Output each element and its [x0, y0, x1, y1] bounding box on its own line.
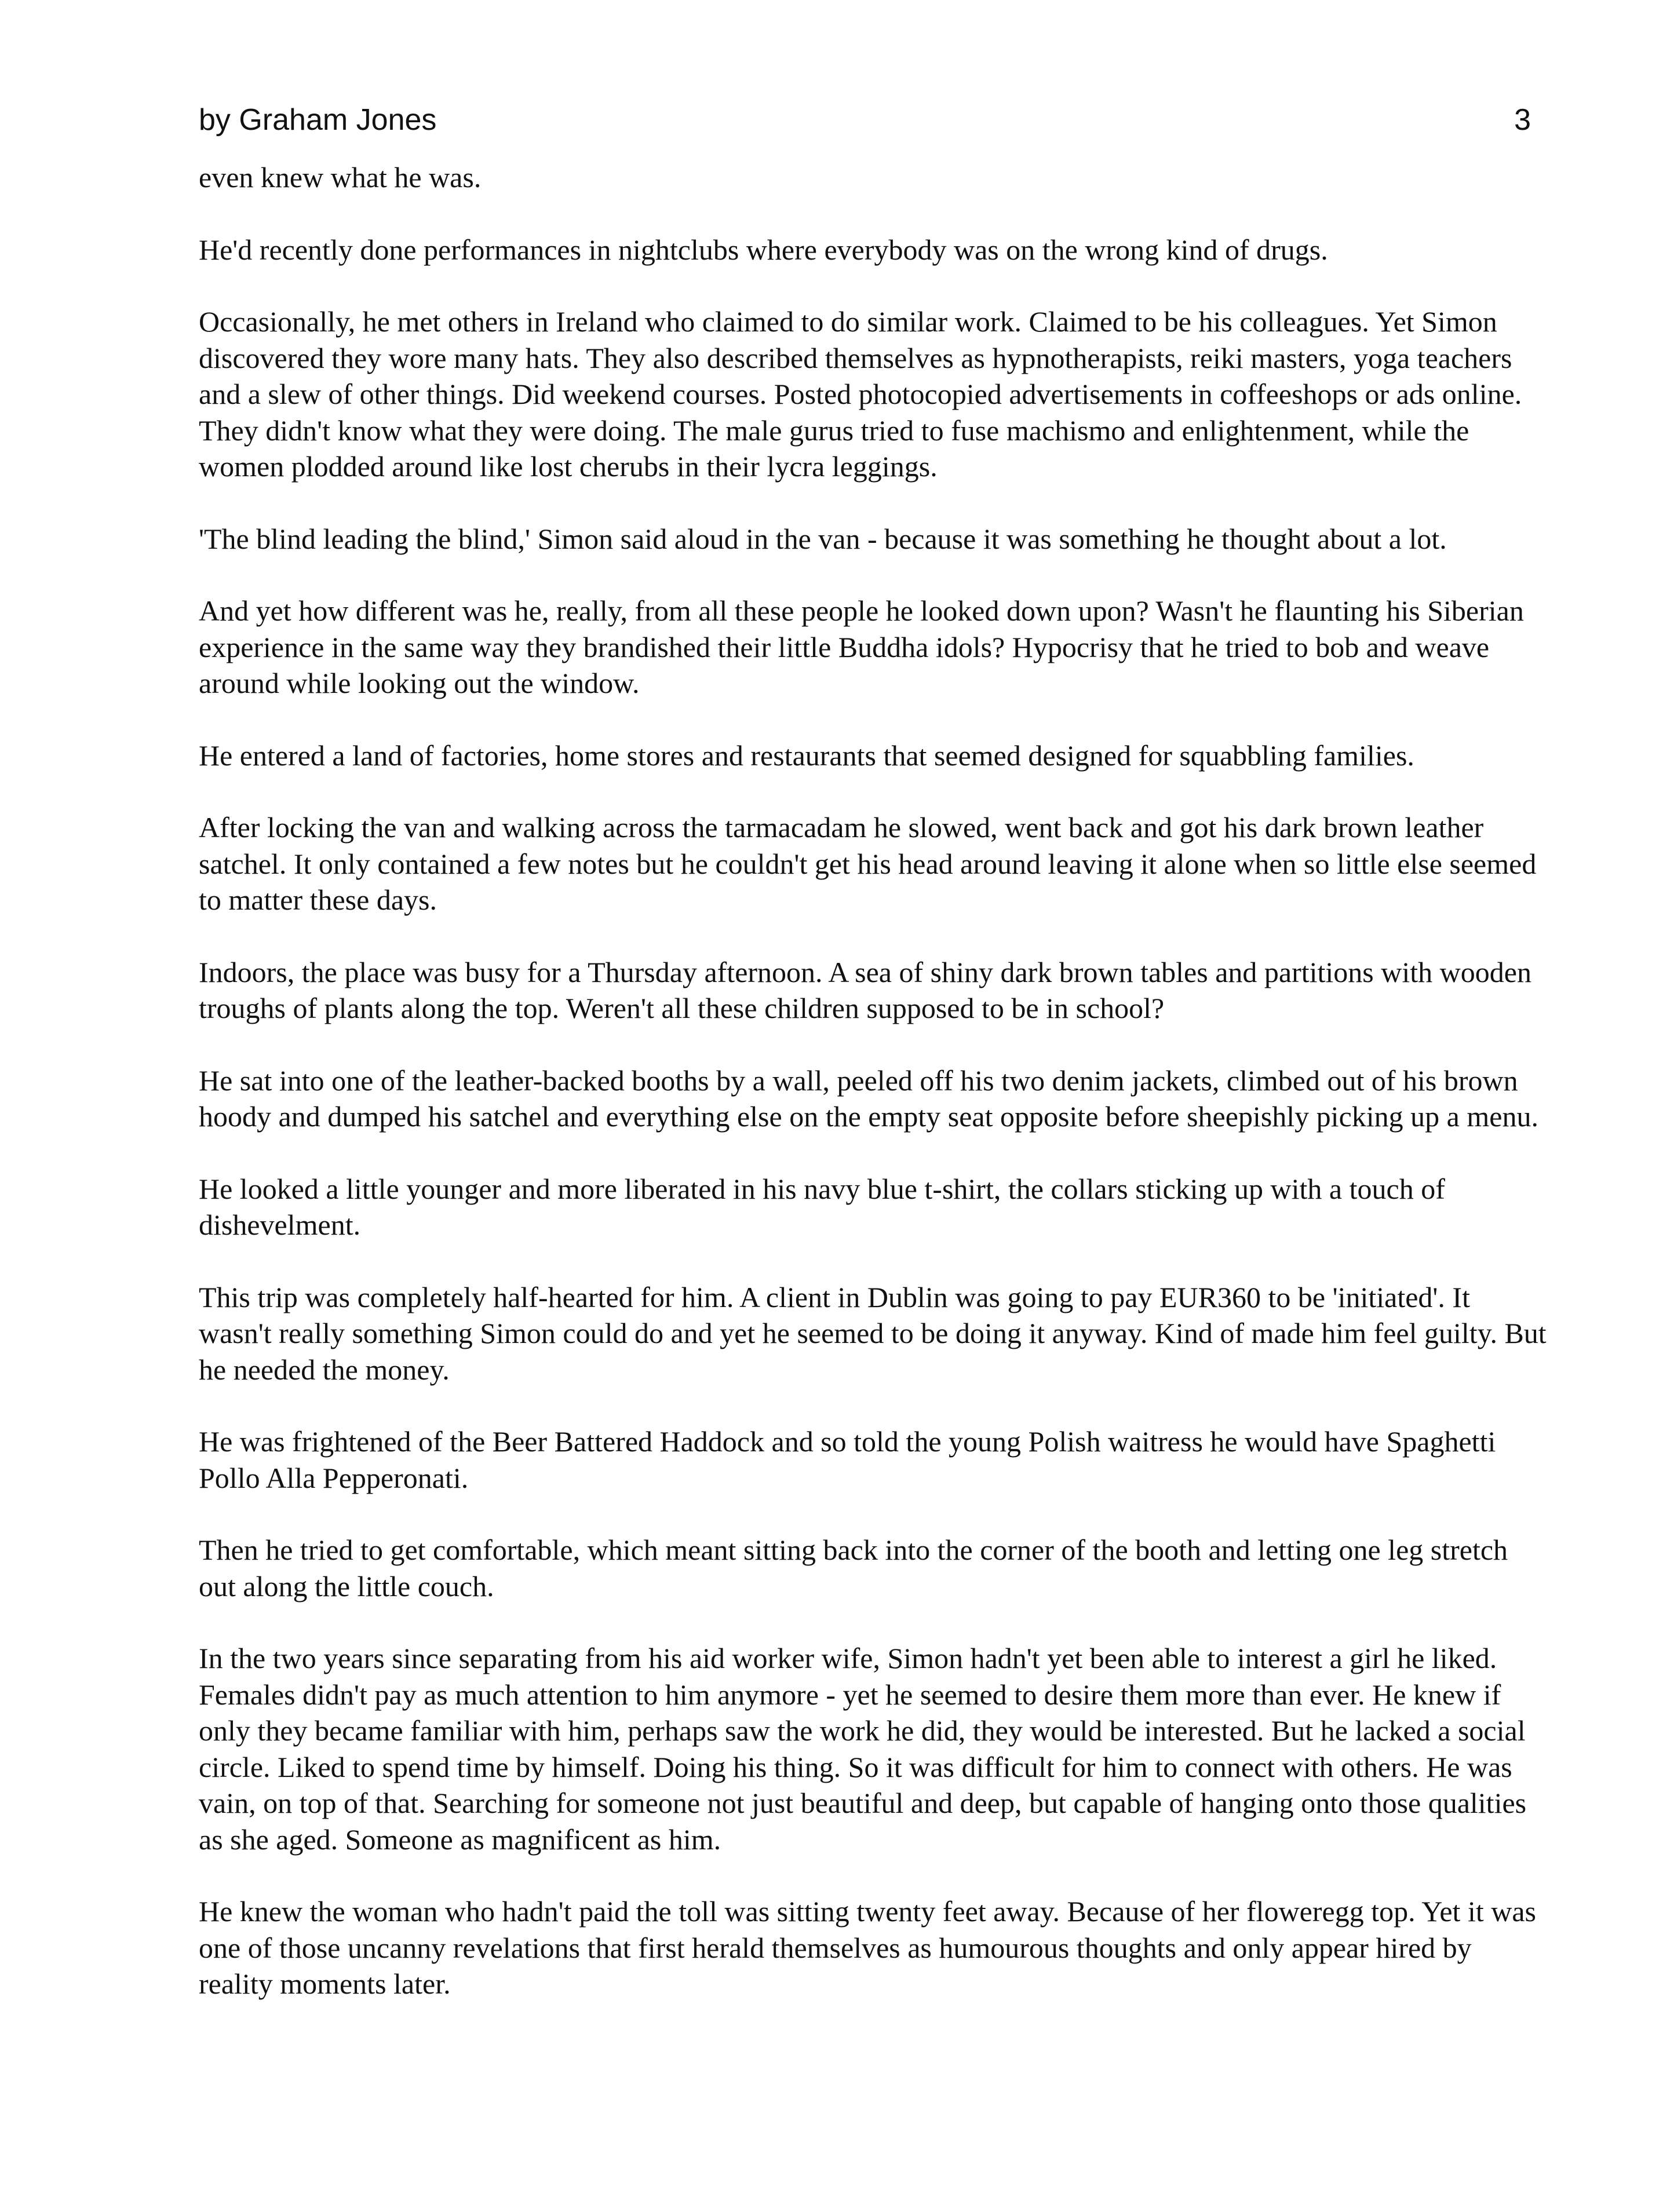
paragraph: After locking the van and walking across the tarmacadam he slowed, went back and got his dark brown leather satchel. It only contained a few notes but he couldn't get his head around leaving it alone when so little else seemed to matter these days.: [199, 811, 1537, 916]
paragraph: Occasionally, he met others in Ireland who claimed to do similar work. Claimed to be his colleagues. Yet Simon discovered they wore many hats. They also described themselves as hypnotherapists, reiki masters, yoga teachers and a slew of other things. Did weekend courses. Posted photocopied advertisements in coffeeshops or ads online. They didn't know what they were doing. The male gurus tried to fuse machismo and enlightenment, while the women plodded around like lost cherubs in their lycra leggings.: [199, 305, 1522, 483]
paragraph: He'd recently done performances in nightclubs where everybody was on the wrong kind of drugs.: [199, 233, 1328, 266]
paragraph: This trip was completely half-hearted for him. A client in Dublin was going to pay EUR360 to be 'initiated'. It wasn't really something Simon could do and yet he seemed to be doing it anyway. Kind of made him feel guilty. But he needed the money.: [199, 1280, 1547, 1386]
page-number: 3: [1514, 103, 1531, 137]
paragraph: 'The blind leading the blind,' Simon said aloud in the van - because it was something he thought about a lot.: [199, 522, 1447, 555]
paragraph: even knew what he was.: [199, 161, 482, 194]
paragraph: Indoors, the place was busy for a Thursday afternoon. A sea of shiny dark brown tables and partitions with wooden troughs of plants along the top. Weren't all these children supposed to be in school?: [199, 955, 1531, 1024]
paragraph: He entered a land of factories, home stores and restaurants that seemed designed for squabbling families.: [199, 739, 1414, 772]
paragraph: In the two years since separating from his aid worker wife, Simon hadn't yet been able to interest a girl he liked. Females didn't pay as much attention to him anymore - yet he seemed to desire them more than ever. He knew if only they became familiar with him, perhaps saw the work he did, they would be interested. But he lacked a social circle. Liked to spend time by himself. Doing his thing. So it was difficult for him to connect with others. He was vain, on top of that. Searching for someone not just beautiful and deep, but capable of hanging onto those qualities as she aged. Someone as magnificent as him.: [199, 1642, 1527, 1856]
header-author: by Graham Jones: [199, 103, 437, 137]
paragraph: He was frightened of the Beer Battered Haddock and so told the young Polish waitress he would have Spaghetti Pollo Alla Pepperonati.: [199, 1425, 1496, 1494]
paragraph: He knew the woman who hadn't paid the toll was sitting twenty feet away. Because of her floweregg top. Yet it was one of those uncanny revelations that first herald themselves as humourous thoughts and only appear hired by reality moments later.: [199, 1895, 1536, 2000]
paragraph: Then he tried to get comfortable, which meant sitting back into the corner of the booth and letting one leg stretch out along the little couch.: [199, 1534, 1508, 1603]
paragraph: And yet how different was he, really, from all these people he looked down upon? Wasn't he flaunting his Siberian experience in the same way they brandished their little Buddha idols? Hypocrisy that he tried to bob and weave around while looking out the window.: [199, 594, 1524, 699]
paragraph: He sat into one of the leather-backed booths by a wall, peeled off his two denim jackets, climbed out of his brown hoody and dumped his satchel and everything else on the empty seat opposite before sheepishly picking up a menu.: [199, 1064, 1538, 1133]
body-text: [199, 159, 1549, 2002]
page-header: [199, 100, 1531, 140]
paragraph: He looked a little younger and more liberated in his navy blue t-shirt, the collars sticking up with a touch of dishevelment.: [199, 1172, 1445, 1241]
